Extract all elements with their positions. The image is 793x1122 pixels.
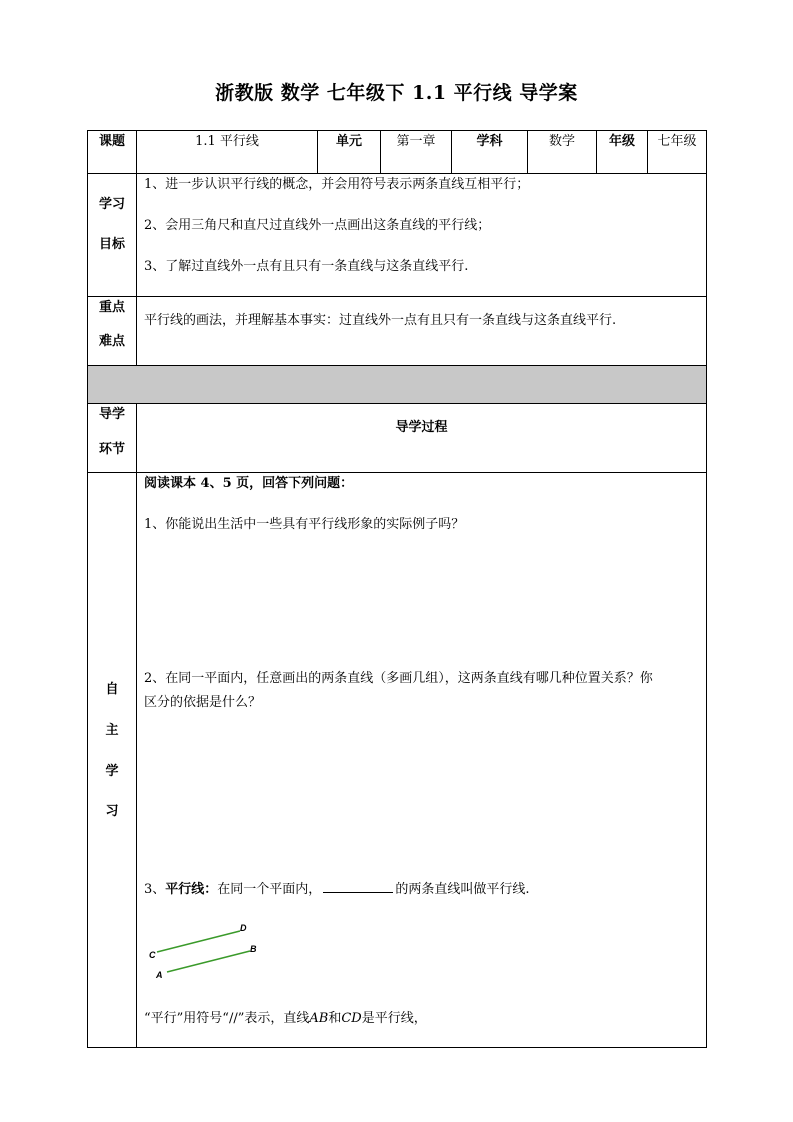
line-ab	[167, 951, 250, 972]
table-line	[87, 403, 707, 404]
question-3-after: 的两条直线叫做平行线.	[395, 882, 530, 897]
selfstudy-label-char-2: 主	[105, 723, 119, 738]
table-line	[87, 472, 707, 473]
label-b: B	[250, 944, 257, 954]
selfstudy-intro: 阅读课本 4、5 页，回答下列问题：	[144, 476, 354, 491]
table-line	[136, 403, 137, 1048]
label-c: C	[149, 950, 156, 960]
question-1: 1、你能说出生活中一些具有平行线形象的实际例子吗？	[144, 517, 465, 532]
notation-part-2: 是平行线，	[361, 1011, 427, 1026]
value-unit: 第一章	[396, 134, 436, 149]
keypoints-label-1: 重点	[98, 300, 125, 315]
label-subject: 学科	[476, 134, 503, 149]
selfstudy-label-char-4: 习	[105, 804, 119, 819]
question-3-prefix: 3、	[144, 882, 166, 897]
selfstudy-label-char-1: 自	[105, 682, 119, 697]
selfstudy-label-char-3: 学	[105, 764, 119, 779]
label-unit: 单元	[335, 134, 362, 149]
goals-label-1: 学习	[98, 197, 125, 212]
question-2-line-1: 2、在同一平面内，任意画出的两条直线（多画几组），这两条直线有哪几种位置关系？你	[144, 671, 653, 686]
question-3-term: 平行线：	[165, 882, 218, 897]
keypoints-text: 平行线的画法，并理解基本事实：过直线外一点有且只有一条直线与这条直线平行.	[144, 313, 617, 328]
fill-in-blank[interactable]	[323, 879, 393, 893]
process-label-2: 环节	[98, 442, 125, 457]
table-line	[87, 173, 707, 174]
goal-item-3: 3、了解过直线外一点有且只有一条直线与这条直线平行.	[144, 259, 469, 274]
table-border-left	[87, 130, 88, 1048]
line-cd	[157, 931, 240, 952]
table-border-top	[87, 130, 707, 131]
table-line	[87, 296, 707, 297]
label-d: D	[240, 923, 247, 933]
label-a: A	[156, 970, 163, 980]
notation-cd: CD	[341, 1011, 362, 1026]
parallel-lines-figure	[140, 915, 270, 985]
question-3	[144, 879, 529, 898]
notation-and: 和	[328, 1011, 342, 1026]
gray-divider-band	[88, 366, 706, 403]
value-subject: 数学	[548, 134, 575, 149]
question-2-line-2: 区分的依据是什么？	[144, 695, 262, 710]
notation-ab: AB	[309, 1011, 329, 1026]
notation-text	[144, 1011, 427, 1027]
table-border-bottom	[87, 1047, 707, 1048]
table-border-right	[706, 130, 707, 1048]
goal-item-1: 1、进一步认识平行线的概念，并会用符号表示两条直线互相平行；	[144, 177, 530, 192]
table-line	[136, 130, 137, 366]
process-title: 导学过程	[395, 420, 448, 435]
goals-label-2: 目标	[98, 237, 125, 252]
label-grade: 年级	[608, 134, 635, 149]
process-label-1: 导学	[98, 407, 125, 422]
value-grade: 七年级	[657, 134, 697, 149]
value-topic: 1.1 平行线	[195, 134, 259, 149]
question-3-before: 在同一个平面内，	[217, 882, 322, 897]
notation-part-1: “平行”用符号“//”表示，直线	[144, 1011, 310, 1026]
page-title: 浙教版 数学 七年级下 1.1 平行线 导学案	[215, 82, 578, 104]
goal-item-2: 2、会用三角尺和直尺过直线外一点画出这条直线的平行线；	[144, 218, 491, 233]
label-topic: 课题	[98, 134, 125, 149]
keypoints-label-2: 难点	[98, 334, 125, 349]
